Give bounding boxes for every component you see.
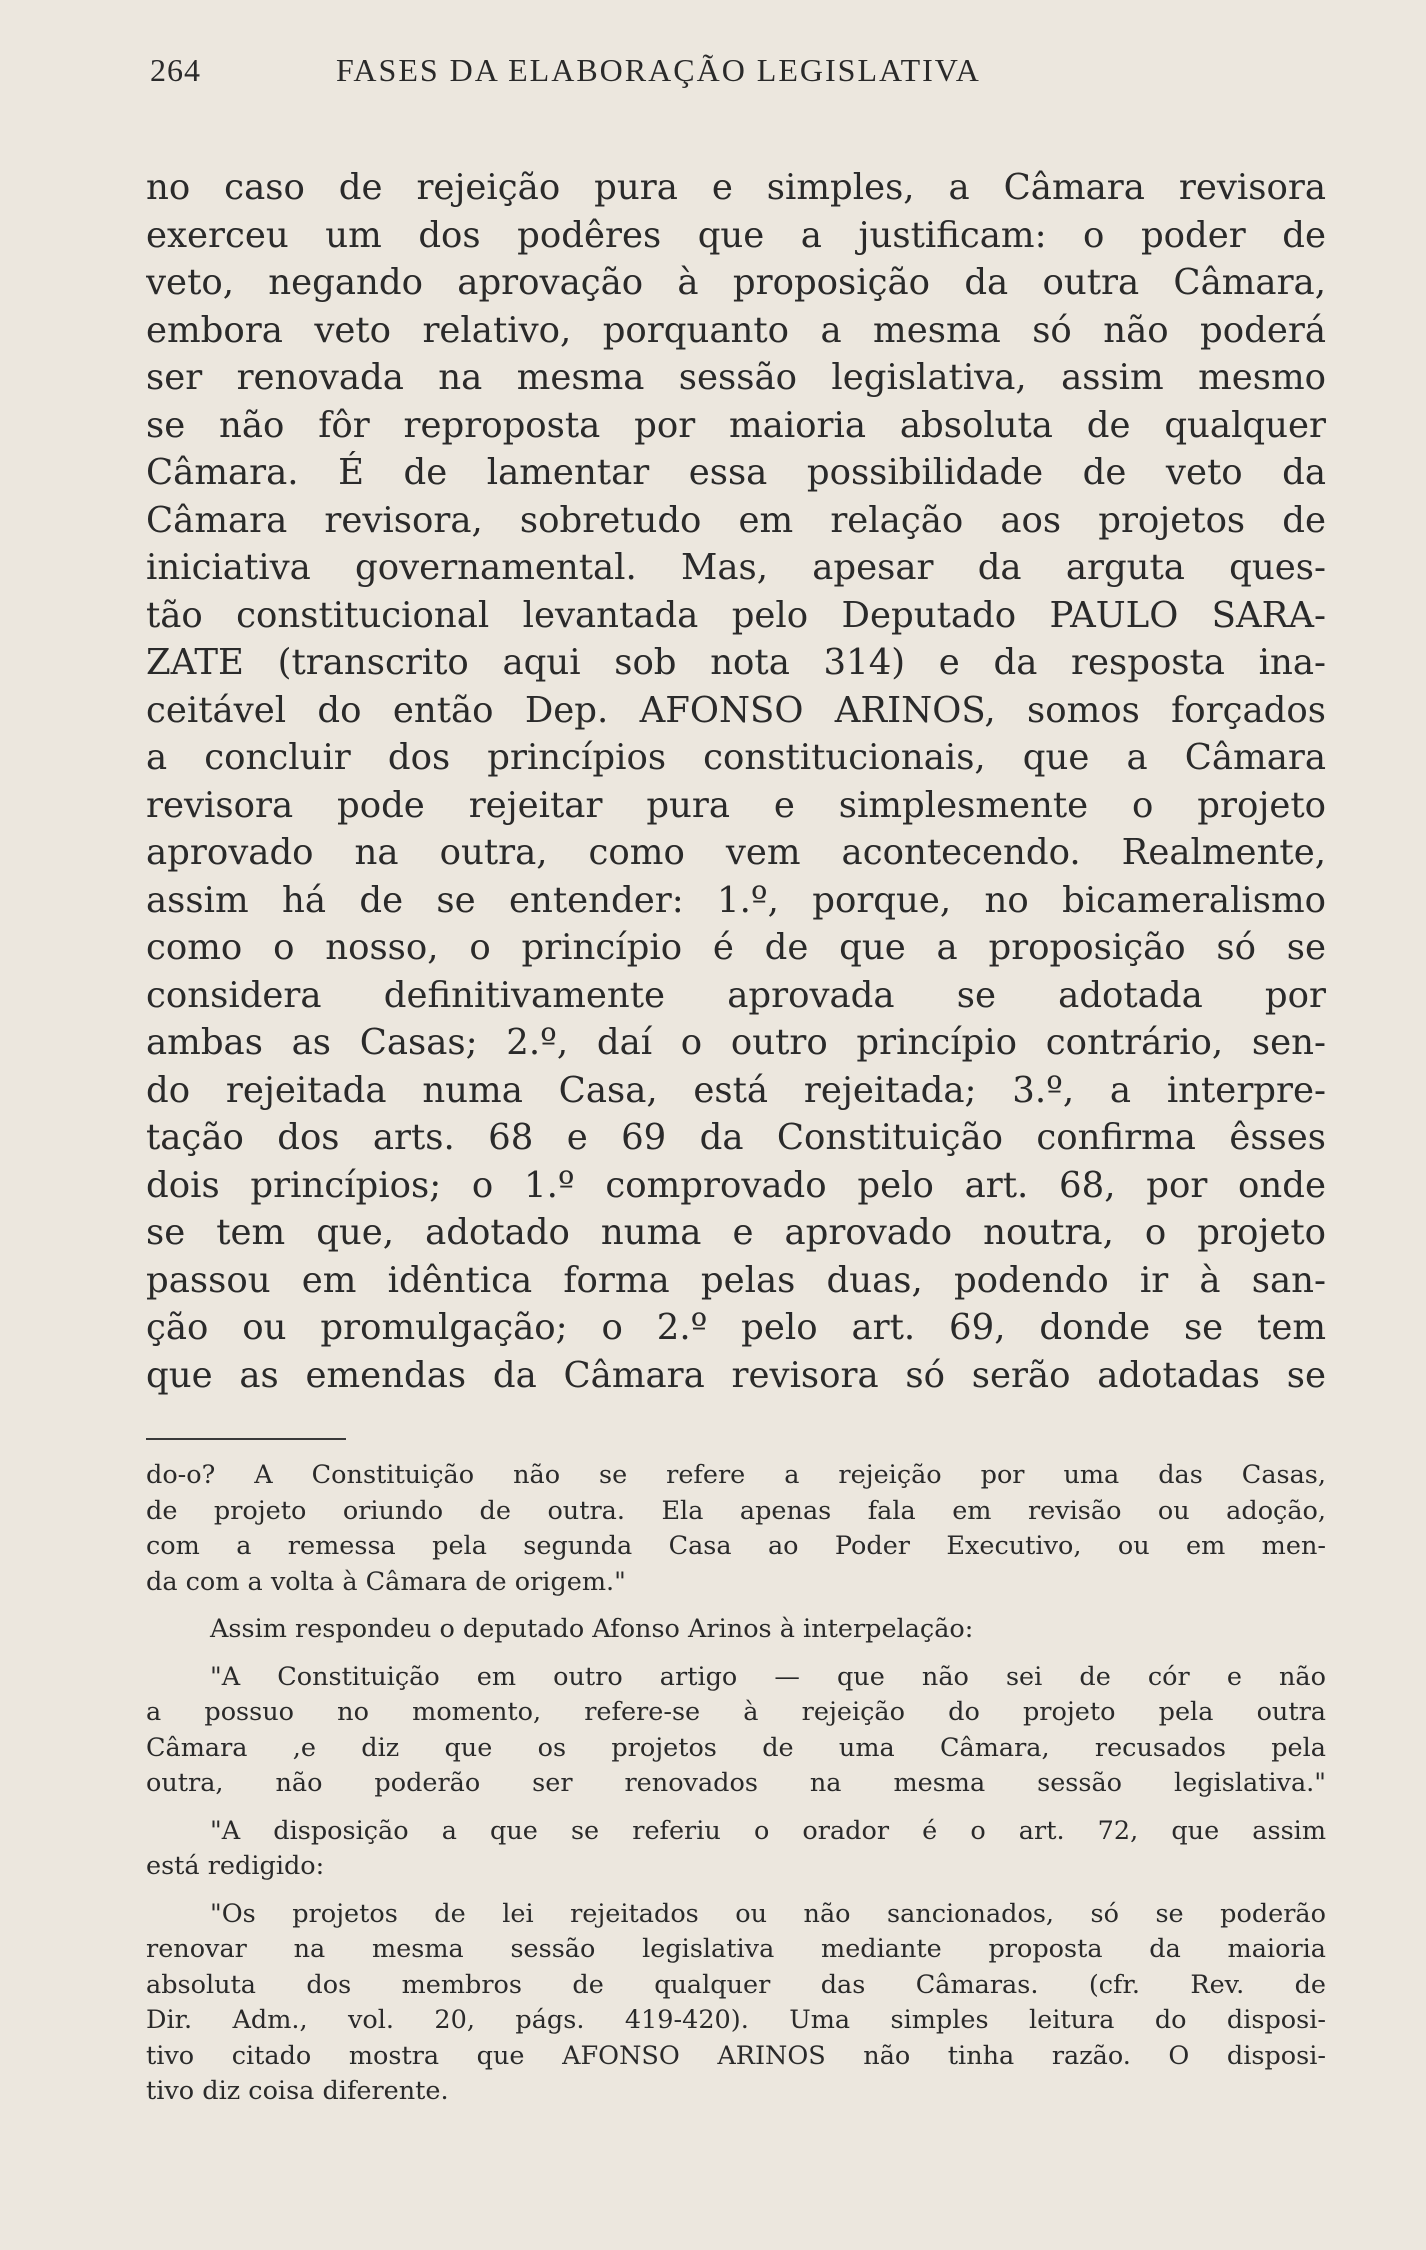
body-line: tão constitucional levantada pelo Deputado PAULO SARA- bbox=[146, 594, 1326, 636]
footnote-rule bbox=[146, 1438, 346, 1440]
body-line: ambas as Casas; 2.º, daí o outro princípio contrário, sen- bbox=[146, 1022, 1326, 1063]
body-line: Câmara. É de lamentar essa possibilidade de veto da bbox=[146, 452, 1326, 493]
footnote-line: Dir. Adm., vol. 20, págs. 419-420). Uma simples leitura do disposi- bbox=[146, 2005, 1326, 2035]
running-title: FASES DA ELABORAÇÃO LEGISLATIVA bbox=[336, 52, 981, 88]
footnote-line: "Os projetos de lei rejeitados ou não sancionados, só se poderão bbox=[210, 1898, 1326, 1929]
body-line: aprovado na outra, como vem acontecendo. Realmente, bbox=[146, 832, 1326, 873]
body-line: revisora pode rejeitar pura e simplesmente o projeto bbox=[146, 784, 1326, 826]
body-line: como o nosso, o princípio é de que a proposição só se bbox=[146, 927, 1326, 968]
body-line: tação dos arts. 68 e 69 da Constituição confirma êsses bbox=[146, 1117, 1326, 1158]
body-line: considera definitivamente aprovada se adotada por bbox=[146, 974, 1326, 1016]
footnotes bbox=[146, 1458, 1326, 2110]
body-line: no caso de rejeição pura e simples, a Câmara revisora bbox=[146, 167, 1326, 208]
running-head bbox=[150, 52, 1320, 92]
main-text bbox=[146, 164, 1326, 1399]
footnote-line: "A disposição a que se referiu o orador é o art. 72, que assim bbox=[210, 1815, 1326, 1846]
body-line: a concluir dos princípios constitucionais, que a Câmara bbox=[146, 737, 1326, 778]
body-line: ceitável do então Dep. AFONSO ARINOS, somos forçados bbox=[146, 689, 1326, 731]
body-line: que as emendas da Câmara revisora só serão adotadas se bbox=[146, 1354, 1326, 1396]
footnote-line: outra, não poderão ser renovados na mesma sessão legislativa." bbox=[146, 1768, 1326, 1798]
body-line: dois princípios; o 1.º comprovado pelo art. 68, por onde bbox=[146, 1164, 1326, 1206]
footnote-line: está redigido: bbox=[146, 1851, 325, 1881]
page-number: 264 bbox=[150, 52, 201, 88]
body-line: assim há de se entender: 1.º, porque, no bicameralismo bbox=[146, 879, 1326, 921]
body-line: se tem que, adotado numa e aprovado noutra, o projeto bbox=[146, 1212, 1326, 1253]
body-line: embora veto relativo, porquanto a mesma só não poderá bbox=[146, 309, 1326, 351]
footnote-line: de projeto oriundo de outra. Ela apenas fala em revisão ou adoção, bbox=[146, 1495, 1326, 1526]
footnote-line: Assim respondeu o deputado Afonso Arinos à interpelação: bbox=[210, 1614, 974, 1644]
footnote-line: do-o? A Constituição não se refere a rejeição por uma das Casas, bbox=[146, 1460, 1326, 1490]
body-line: ção ou promulgação; o 2.º pelo art. 69, donde se tem bbox=[146, 1307, 1326, 1348]
footnote-line: tivo citado mostra que AFONSO ARINOS não tinha razão. O disposi- bbox=[146, 2040, 1326, 2071]
footnote-line: da com a volta à Câmara de origem." bbox=[146, 1566, 626, 1597]
body-line: veto, negando aprovação à proposição da outra Câmara, bbox=[146, 262, 1326, 303]
footnote-line: a possuo no momento, refere-se à rejeição do projeto pela outra bbox=[146, 1697, 1326, 1727]
body-line: Câmara revisora, sobretudo em relação aos projetos de bbox=[146, 499, 1326, 541]
footnote-line: absoluta dos membros de qualquer das Câmaras. (cfr. Rev. de bbox=[146, 1969, 1326, 2000]
footnote-line: "A Constituição em outro artigo — que não sei de cór e não bbox=[210, 1661, 1326, 1692]
footnote-line: com a remessa pela segunda Casa ao Poder Executivo, ou em men- bbox=[146, 1531, 1326, 1561]
body-line: iniciativa governamental. Mas, apesar da arguta ques- bbox=[146, 547, 1326, 588]
body-line: exerceu um dos podêres que a justificam: o poder de bbox=[146, 214, 1326, 256]
body-line: se não fôr reproposta por maioria absoluta de qualquer bbox=[146, 404, 1326, 446]
footnote-line: Câmara ,e diz que os projetos de uma Câmara, recusados pela bbox=[146, 1732, 1326, 1763]
body-line: ser renovada na mesma sessão legislativa, assim mesmo bbox=[146, 357, 1326, 398]
footnote-line: renovar na mesma sessão legislativa mediante proposta da maioria bbox=[146, 1934, 1326, 1964]
body-line: passou em idêntica forma pelas duas, podendo ir à san- bbox=[146, 1259, 1326, 1301]
body-line: do rejeitada numa Casa, está rejeitada; 3.º, a interpre- bbox=[146, 1069, 1326, 1111]
footnote-line: tivo diz coisa diferente. bbox=[146, 2076, 449, 2106]
body-line: ZATE (transcrito aqui sob nota 314) e da resposta ina- bbox=[146, 642, 1326, 683]
